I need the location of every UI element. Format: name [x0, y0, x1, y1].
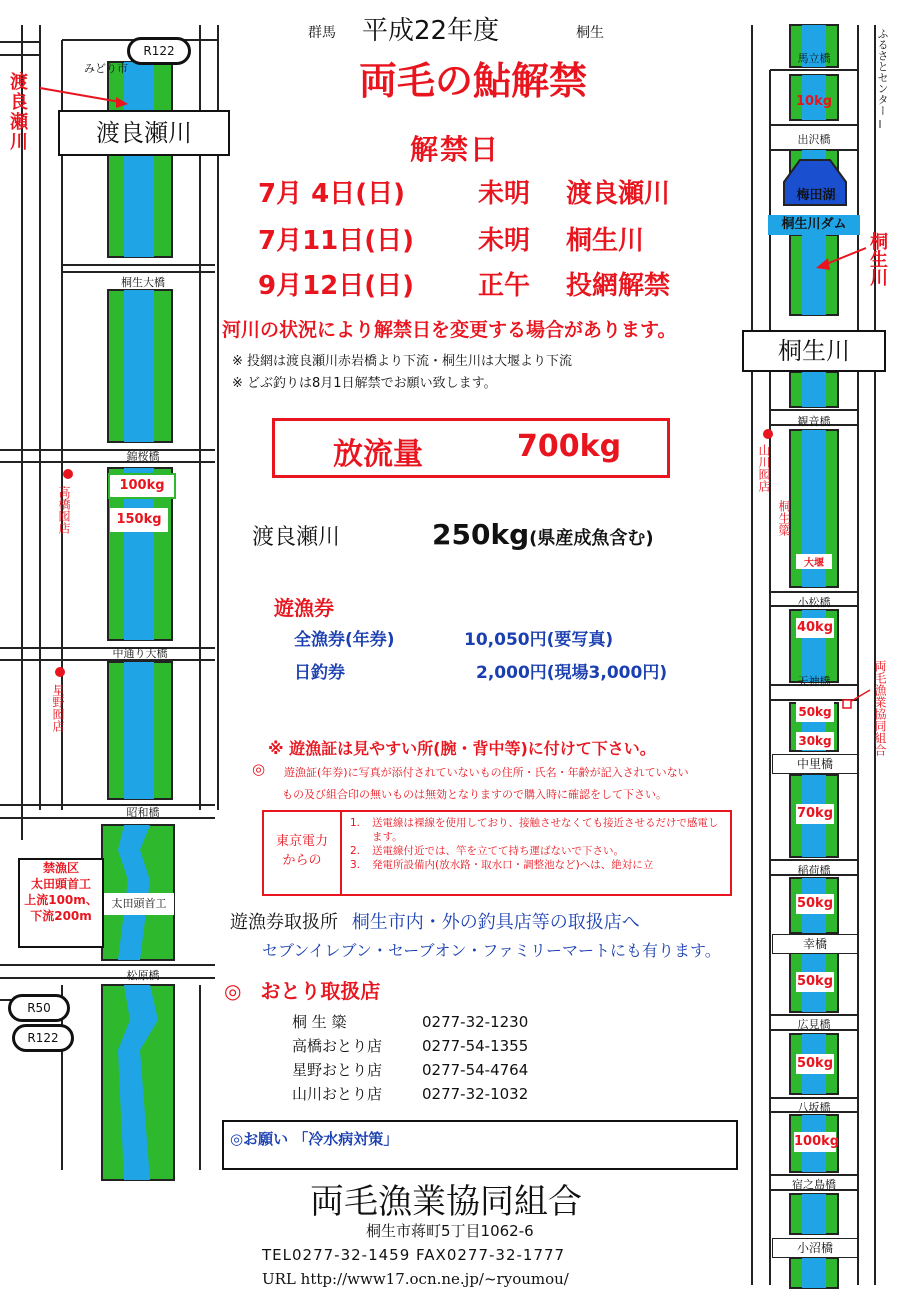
dealers-label: 遊漁券取扱所 [230, 912, 338, 933]
ticket-detail-1: 遊漁証(年券)に写真が添付されていないもの住所・氏名・年齢が記入されていない [284, 766, 689, 779]
opening-date-row-1 [258, 173, 670, 210]
r122-bottom-badge: R122 [12, 1024, 74, 1052]
place-1: 渡良瀬川 [566, 179, 671, 209]
left-river-tag: 渡良瀬川 [58, 110, 230, 156]
right-release-8: 50kg [796, 1054, 834, 1074]
weir-label-left: 太田頭首工 [104, 893, 174, 915]
right-release-3: 50kg [796, 702, 834, 722]
ticket-notice: ※ 遊漁証は見やすい所(腕・背中等)に付けて下さい。 [268, 739, 656, 758]
request-text: ◎お願い 「冷水病対策」 [230, 1130, 399, 1148]
no-fishing-title: 禁漁区 [42, 861, 79, 875]
tickets-heading: 遊漁券 [274, 596, 334, 620]
right-bridge-8: 幸橋 [772, 934, 858, 954]
page-title: 両毛の鮎解禁 [358, 59, 587, 103]
right-bridge-6: 中里橋 [772, 754, 858, 774]
opening-date-row-3 [258, 265, 670, 302]
tepco-items [350, 816, 722, 872]
right-bridge-12: 小沼橋 [772, 1238, 858, 1258]
right-river-side-label: 桐生川 [867, 232, 888, 286]
footer-tel-fax: TEL0277-32-1459 FAX0277-32-1777 [262, 1246, 566, 1264]
town-label: みどり市 [84, 62, 128, 75]
right-release-1: 10kg [796, 94, 833, 109]
ticket-row-2 [294, 658, 667, 683]
left-bridge-2: 錦桜橋 [126, 450, 160, 463]
ticket-2-price: 2,000円(現場3,000円) [476, 663, 668, 683]
otori-list [292, 1010, 528, 1106]
ticket-detail-2: もの及び組合印の無いものは無効となりますので購入時に確認をして下さい。 [282, 788, 667, 801]
place-2: 桐生川 [566, 226, 645, 256]
right-bridge-1: 馬立橋 [797, 52, 831, 65]
time-1: 未明 [478, 179, 531, 209]
ticket-1-name: 全漁券(年券) [294, 630, 395, 650]
opening-warning: 河川の状況により解禁日を変更する場合があります。 [222, 319, 677, 341]
time-2: 未明 [478, 226, 531, 256]
right-release-2: 40kg [796, 618, 834, 638]
union-map-label: 両毛漁業協同組合 [873, 660, 887, 756]
release-river-note: (県産成魚含む) [529, 528, 654, 549]
otori-shop-2: 高橋おとり店 0277-54-1355 [292, 1037, 529, 1055]
furusato-center-label: ふるさとセンター [876, 28, 889, 116]
release-river-row [252, 518, 654, 551]
right-bridge-7: 稲荷橋 [797, 864, 831, 877]
no-fishing-line-3: 下流200m [30, 909, 92, 923]
tepco-item-3: 3. 発電所設備内(放水路・取水口・調整池など)へは、絶対に立 [350, 859, 654, 871]
tepco-item-2: 2. 送電線付近では、竿を立てて持ち運ばないで下さい。 [350, 845, 624, 857]
no-fishing-line-1: 太田頭首工 [30, 877, 91, 891]
tepco-box [262, 810, 732, 896]
place-3: 投網解禁 [566, 271, 671, 301]
left-release-100kg: 100kg [108, 473, 176, 499]
date-3: 9月12日(日) [258, 271, 415, 301]
right-bridge-10: 八坂橋 [797, 1101, 831, 1114]
otori-heading: おとり取扱店 [260, 979, 381, 1003]
shop-takahashi: 高橋囮店 [57, 486, 71, 534]
otori-shop-4: 山川おとり店 0277-32-1032 [292, 1085, 529, 1103]
tepco-label-cell [264, 812, 342, 894]
dealers-line-1 [230, 908, 640, 934]
header-year: 平成22年度 [362, 16, 500, 46]
right-release-4: 30kg [796, 732, 834, 750]
shop-yamakawa: 山川囮店 [757, 444, 771, 492]
tepco-item-1: 1. 送電線は裸線を使用しており、接触させなくても接近させるだけで感電します。 [350, 817, 719, 843]
request-box [222, 1120, 738, 1170]
dam-label: 桐生川ダム [768, 215, 860, 235]
left-river-side-label: 渡良瀬川 [7, 72, 28, 152]
right-bridge-11: 宿之島橋 [792, 1178, 836, 1191]
r122-top-badge: R122 [127, 37, 191, 65]
right-bridge-4: 小松橋 [797, 596, 831, 609]
right-river-tag: 桐生川 [742, 330, 886, 372]
date-2: 7月11日(日) [258, 226, 415, 256]
right-bridge-5: 天神橋 [797, 675, 831, 688]
opening-note-2: ※ どぶ釣りは8月1日解禁でお願い致します。 [232, 376, 497, 391]
tepco-label-1: 東京電力 [275, 834, 328, 849]
opening-heading: 解禁日 [410, 133, 501, 166]
shop-hoshino: 星野囮店 [51, 684, 65, 732]
r50-badge: R50 [8, 994, 70, 1022]
left-bridge-4: 昭和橋 [126, 806, 160, 819]
right-release-6: 50kg [796, 894, 834, 914]
left-release-150kg: 150kg [110, 508, 168, 532]
release-river: 渡良瀬川 [252, 525, 341, 550]
otori-shop-3: 星野おとり店 0277-54-4764 [292, 1061, 529, 1079]
no-fishing-box [18, 858, 104, 948]
dealers-line-2: セブンイレブン・セーブオン・ファミリーマートにも有ります。 [262, 941, 721, 960]
right-release-5: 70kg [796, 804, 834, 824]
weir-label-right: 大堰 [796, 554, 832, 569]
right-release-9: 100kg [794, 1132, 836, 1152]
otori-heading-row [224, 975, 380, 1004]
lake-label: 梅田湖 [796, 188, 836, 203]
ticket-row-1 [294, 625, 613, 650]
opening-note-1: ※ 投網は渡良瀬川赤岩橋より下流・桐生川は大堰より下流 [232, 354, 573, 369]
header-pref-left: 群馬 [308, 25, 336, 41]
left-river [102, 62, 174, 1180]
ticket-bullet: ◎ [252, 760, 266, 778]
right-bridge-3: 観音橋 [797, 415, 831, 428]
left-bridge-3: 中通り大橋 [112, 647, 168, 660]
footer-url[interactable]: URL http://www17.ocn.ne.jp/~ryoumou/ [262, 1270, 569, 1288]
opening-date-row-2 [258, 220, 644, 257]
dealers-text-1: 桐生市内・外の釣具店等の取扱店へ [351, 912, 640, 933]
otori-shop-1: 桐 生 簗 0277-32-1230 [292, 1013, 529, 1031]
time-3: 正午 [478, 271, 531, 301]
right-release-7: 50kg [796, 972, 834, 992]
otori-mark: ◎ [224, 979, 242, 1003]
tepco-label-2: からの [282, 853, 322, 868]
left-bridge-1: 桐生大橋 [121, 276, 165, 289]
release-box [272, 418, 670, 478]
no-fishing-line-2: 上流100m、 [24, 893, 98, 907]
left-bridge-5: 松原橋 [126, 969, 160, 982]
right-bridge-9: 広見橋 [797, 1018, 831, 1031]
release-amount: 700kg [517, 429, 622, 464]
right-bridge-2: 出沢橋 [797, 133, 831, 146]
release-river-amount: 250kg [432, 518, 530, 551]
header-pref-right: 桐生 [576, 25, 604, 41]
release-label: 放流量 [333, 437, 423, 472]
ticket-2-name: 日釣券 [294, 663, 345, 683]
shop-kiryu-yana: 桐生簗 [777, 500, 791, 536]
footer-org: 両毛漁業協同組合 [310, 1182, 582, 1222]
header-line [300, 6, 640, 46]
footer-address: 桐生市蒋町5丁目1062-6 [366, 1222, 534, 1240]
ticket-1-price: 10,050円(要写真) [464, 630, 614, 650]
date-1: 7月 4日(日) [258, 179, 405, 209]
